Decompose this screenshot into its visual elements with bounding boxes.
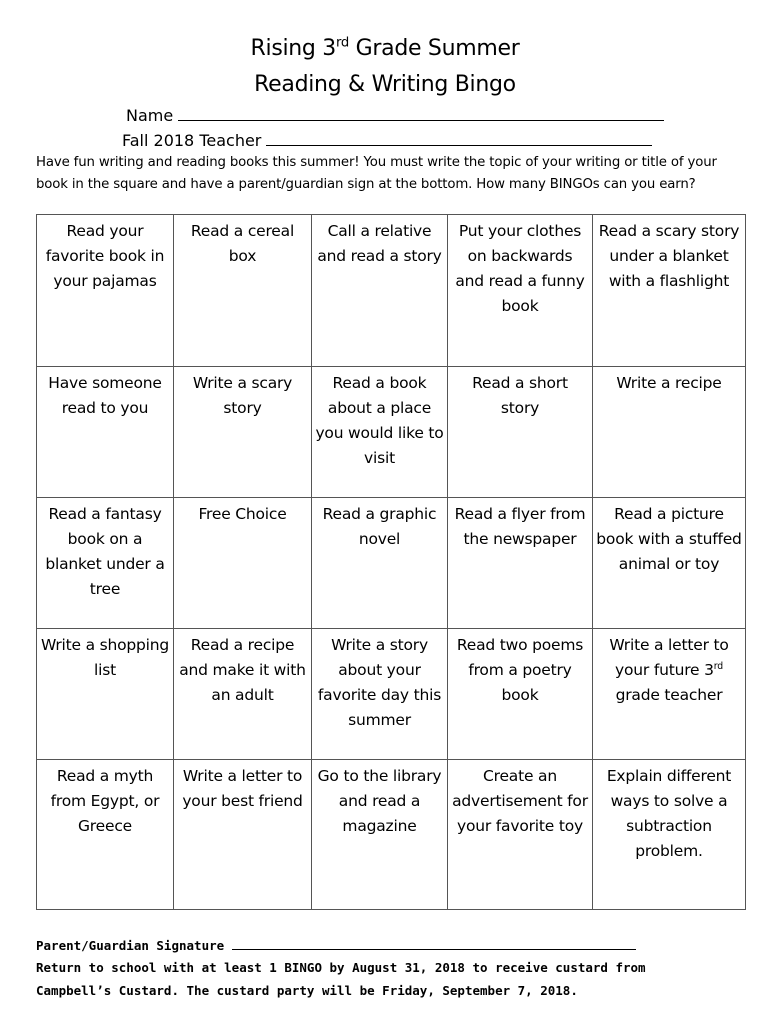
bingo-square-text-end: grade teacher <box>615 686 723 704</box>
bingo-square-text: Read your favorite book in your pajamas <box>45 222 165 290</box>
instructions-text: Have fun writing and reading books this summer! You must write the topic of your writing or title of your book in the square and have a parent/guardian sign at the bottom. How many BINGOs can you earn? <box>36 155 717 192</box>
bingo-square[interactable] <box>448 629 593 760</box>
bingo-row <box>37 629 746 760</box>
bingo-square-text: Write a story about your favorite day this summer <box>317 636 442 729</box>
page-title-line-2: Reading & Writing Bingo <box>254 72 516 97</box>
bingo-square-text: Read a myth from Egypt, or Greece <box>50 767 160 835</box>
bingo-row <box>37 498 746 629</box>
bingo-square-text: Read a graphic novel <box>322 505 437 548</box>
bingo-square-text: Read a cereal box <box>190 222 295 265</box>
bingo-square-text: Read a book about a place you would like to visit <box>315 374 444 467</box>
bingo-row <box>37 760 746 910</box>
bingo-square[interactable] <box>312 498 448 629</box>
teacher-line[interactable] <box>266 129 652 146</box>
bingo-square[interactable] <box>37 760 174 910</box>
signature-field[interactable] <box>36 935 756 957</box>
return-instructions-line-2: Campbell’s Custard. The custard party will be Friday, September 7, 2018. <box>36 983 578 998</box>
title-text-end: Grade Summer <box>348 36 520 61</box>
bingo-square-text: Write a shopping list <box>40 636 170 679</box>
signature-label: Parent/Guardian Signature <box>36 938 225 953</box>
bingo-square[interactable] <box>448 760 593 910</box>
name-label: Name <box>126 106 174 125</box>
bingo-square[interactable] <box>174 215 312 367</box>
bingo-square-text: Read two poems from a poetry book <box>456 636 584 704</box>
bingo-square[interactable] <box>174 367 312 498</box>
bingo-square[interactable] <box>37 215 174 367</box>
return-instructions-line-1: Return to school with at least 1 BINGO by August 31, 2018 to receive custard from <box>36 960 646 975</box>
bingo-square[interactable] <box>174 760 312 910</box>
bingo-square-text: Put your clothes on backwards and read a funny book <box>455 222 585 315</box>
bingo-square[interactable] <box>37 367 174 498</box>
bingo-square-text: Have someone read to you <box>48 374 162 417</box>
bingo-square[interactable] <box>37 629 174 760</box>
teacher-field[interactable] <box>122 129 652 152</box>
bingo-square-text: Call a relative and read a story <box>317 222 442 265</box>
name-field[interactable] <box>126 104 664 127</box>
bingo-square-text: Go to the library and read a magazine <box>317 767 442 835</box>
bingo-square[interactable] <box>312 629 448 760</box>
teacher-label: Fall 2018 Teacher <box>122 131 262 150</box>
title-superscript: rd <box>336 35 349 51</box>
bingo-square-text: Write a letter to your future 3 <box>609 636 729 679</box>
page-title-line-1 <box>0 32 770 66</box>
signature-line[interactable] <box>232 937 636 950</box>
bingo-row <box>37 215 746 367</box>
bingo-square[interactable] <box>593 498 746 629</box>
bingo-square[interactable] <box>174 629 312 760</box>
bingo-square[interactable] <box>448 498 593 629</box>
bingo-square[interactable] <box>312 367 448 498</box>
bingo-square[interactable] <box>448 215 593 367</box>
bingo-square-text: Write a letter to your best friend <box>182 767 303 810</box>
bingo-square-text: Read a short story <box>472 374 568 417</box>
bingo-square[interactable] <box>593 760 746 910</box>
bingo-square-superscript: rd <box>713 660 723 672</box>
bingo-square[interactable] <box>593 629 746 760</box>
bingo-square[interactable] <box>593 215 746 367</box>
bingo-square-text: Write a recipe <box>616 374 722 392</box>
bingo-square-text: Read a scary story under a blanket with a flashlight <box>598 222 740 290</box>
bingo-square-text: Read a flyer from the newspaper <box>454 505 586 548</box>
title-text: Rising 3 <box>250 36 336 61</box>
bingo-square[interactable] <box>593 367 746 498</box>
bingo-grid <box>36 214 746 910</box>
bingo-square[interactable] <box>37 498 174 629</box>
bingo-square[interactable] <box>174 498 312 629</box>
bingo-square[interactable] <box>448 367 593 498</box>
bingo-square-text: Free Choice <box>198 505 287 523</box>
bingo-square-text: Create an advertisement for your favorite toy <box>452 767 588 835</box>
bingo-row <box>37 367 746 498</box>
bingo-square[interactable] <box>312 215 448 367</box>
bingo-square-text: Read a fantasy book on a blanket under a tree <box>45 505 165 598</box>
bingo-square-text: Read a picture book with a stuffed animal or toy <box>596 505 742 573</box>
bingo-square[interactable] <box>312 760 448 910</box>
bingo-square-text: Write a scary story <box>192 374 293 417</box>
bingo-square-text: Explain different ways to solve a subtraction problem. <box>606 767 732 860</box>
bingo-square-text: Read a recipe and make it with an adult <box>179 636 306 704</box>
name-line[interactable] <box>178 104 664 121</box>
